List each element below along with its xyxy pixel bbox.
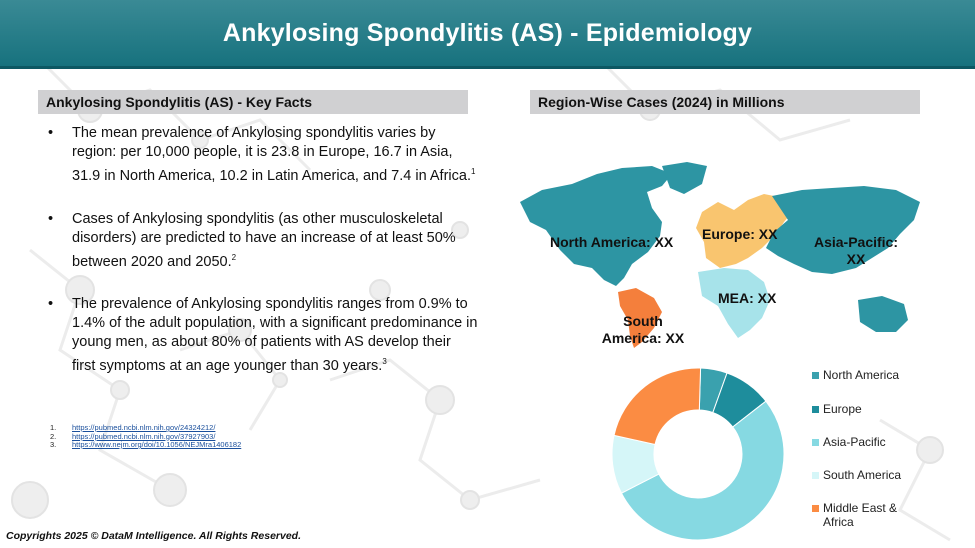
references-list [38,424,378,450]
page-title: Ankylosing Spondylitis (AS) - Epidemiology [222,18,753,47]
bullet-point: • [48,296,54,312]
fact-citation: 1 [470,167,476,176]
page-header [0,0,975,69]
fact-citation: 2 [231,253,237,262]
reference-number: 1. [50,423,57,432]
legend-label: Europe [823,402,862,416]
reference-link[interactable]: https://www.nejm.org/doi/10.1056/NEJMra1406182 [72,440,242,449]
reference-item [38,441,378,450]
region-cases-donut-chart [610,366,786,542]
bullet-point: • [48,211,54,227]
key-facts-heading: Ankylosing Spondylitis (AS) - Key Facts [38,90,468,114]
legend-item [812,435,886,449]
map-label-north-america: North America: XX [550,234,674,250]
fact-text: The mean prevalence of Ankylosing spondylitis varies by region: per 10,000 people, it is 23.8 in Europe, 16.7 in Asia, 31.9 in North America, 10.2 in Latin America, and 7.4 in Africa. [72,125,471,184]
map-label-europe: Europe: XX [702,226,778,242]
legend-item [812,501,922,529]
fact-item [38,210,478,272]
map-region-north-america [520,166,672,286]
map-label-asia-pacific: Asia-Pacific: XX [813,234,899,267]
fact-text: Cases of Ankylosing spondylitis (as other musculoskeletal disorders) are predicted to have an increase of at least 50% between 2020 and 2050. [72,211,456,270]
reference-number: 3. [50,440,57,449]
map-region-australia [858,296,908,332]
legend-swatch [812,505,819,512]
map-label-mea: MEA: XX [718,290,777,306]
reference-number: 2. [50,431,57,441]
fact-item [38,295,478,376]
legend-label: Asia-Pacific [823,435,886,449]
legend-label: Middle East & Africa [823,501,898,529]
legend-label: North America [823,368,900,382]
fact-citation: 3 [382,357,387,366]
map-region-greenland [662,162,707,194]
copyright-footer: Copyrights 2025 © DataM Intelligence. All Rights Reserved. [6,530,302,542]
bullet-point: • [48,125,54,141]
donut-slice-middle-east-africa [614,368,701,444]
legend-swatch [812,472,819,479]
fact-item [38,124,478,186]
legend-swatch [812,406,819,413]
region-cases-heading: Region-Wise Cases (2024) in Millions [530,90,920,114]
reference-link[interactable]: https://pubmed.ncbi.nlm.nih.gov/24324212/ [72,423,216,432]
legend-item [812,402,862,416]
legend-swatch [812,439,819,446]
legend-label: South America [823,468,902,482]
legend-swatch [812,372,819,379]
reference-link[interactable]: https://pubmed.ncbi.nlm.nih.gov/37927903/ [72,431,216,441]
fact-text: The prevalence of Ankylosing spondylitis ranges from 0.9% to 1.4% of the adult population, with a significant predominance in young men, as about 80% of patients with AS develop their first symptoms at an age younger than 30 years. [72,296,478,374]
legend-item [812,468,901,482]
map-label-south-america: South America: XX [601,313,685,346]
legend-item [812,368,899,382]
